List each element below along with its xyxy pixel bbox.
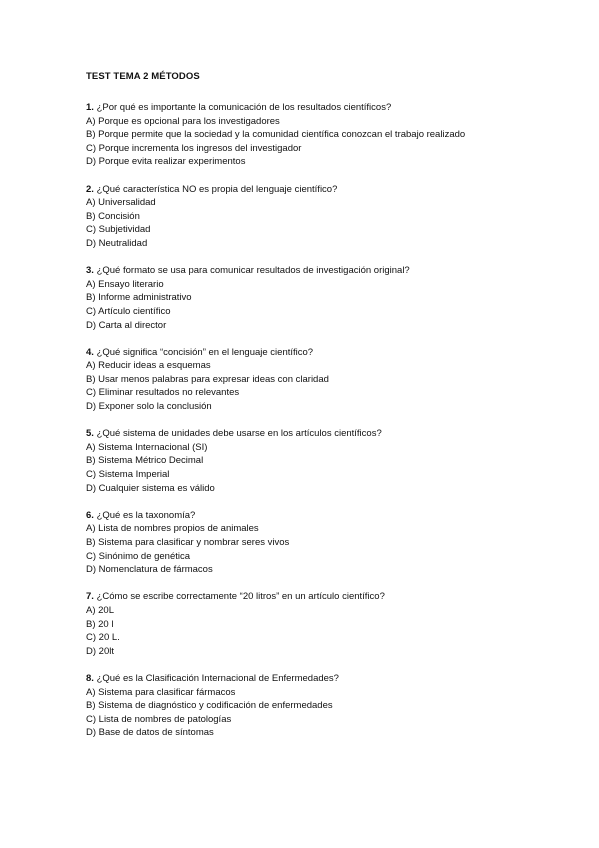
answer-option: A) Porque es opcional para los investigadores <box>86 115 280 127</box>
answer-option: C) Porque incrementa los ingresos del investigador <box>86 142 302 154</box>
question-line <box>86 346 586 360</box>
question-text: ¿Qué es la Clasificación Internacional de Enfermedades? <box>96 672 339 684</box>
question-block <box>86 427 586 495</box>
document-content <box>86 70 586 754</box>
question-text: ¿Qué significa “concisión” en el lenguaje científico? <box>96 346 314 358</box>
question-number: 1. <box>86 102 94 113</box>
question-block <box>86 101 586 169</box>
answer-option: D) Carta al director <box>86 319 167 331</box>
answer-option: B) Sistema para clasificar y nombrar seres vivos <box>86 537 290 548</box>
question-text: ¿Qué característica NO es propia del lenguaje científico? <box>96 183 338 195</box>
question-line <box>86 509 586 523</box>
question-number: 6. <box>86 509 94 521</box>
question-block <box>86 509 586 577</box>
question-list <box>86 101 586 740</box>
question-line <box>86 101 586 115</box>
answer-option: A) 20L <box>86 604 114 616</box>
question-block <box>86 264 586 332</box>
page-title: TEST TEMA 2 MÉTODOS <box>86 71 200 82</box>
question-line <box>86 264 586 278</box>
question-number: 4. <box>86 346 94 358</box>
question-number: 5. <box>86 428 94 440</box>
answer-option: B) Usar menos palabras para expresar ideas con claridad <box>86 373 329 385</box>
question-text: ¿Qué formato se usa para comunicar resultados de investigación original? <box>96 265 410 277</box>
question-block <box>86 672 586 740</box>
answer-option: B) Porque permite que la sociedad y la comunidad científica conozcan el trabajo realizado <box>86 129 466 141</box>
question-line <box>86 427 586 441</box>
answer-option: D) Base de datos de síntomas <box>86 727 214 739</box>
question-line <box>86 183 586 197</box>
answer-option: B) 20 l <box>86 618 114 630</box>
question-number: 7. <box>86 591 94 603</box>
answer-option: A) Sistema Internacional (SI) <box>86 441 208 453</box>
answer-option: D) Cualquier sistema es válido <box>86 482 215 494</box>
answer-option: A) Sistema para clasificar fármacos <box>86 686 236 698</box>
answer-option: C) Lista de nombres de patologías <box>86 713 232 725</box>
answer-option: D) Exponer solo la conclusión <box>86 401 212 413</box>
question-line <box>86 672 586 686</box>
question-text: ¿Cómo se escribe correctamente “20 litros” en un artículo científico? <box>96 591 385 603</box>
answer-option: C) Artículo científico <box>86 305 171 317</box>
question-number: 8. <box>86 672 94 684</box>
answer-option: B) Sistema de diagnóstico y codificación de enfermedades <box>86 700 333 712</box>
answer-option: C) Sinónimo de genética <box>86 550 191 562</box>
answer-option: D) Porque evita realizar experimentos <box>86 156 246 168</box>
question-text: ¿Qué es la taxonomía? <box>96 509 196 521</box>
answer-option: B) Concisión <box>86 210 140 222</box>
answer-option: C) Eliminar resultados no relevantes <box>86 387 240 399</box>
answer-option: C) Sistema Imperial <box>86 469 170 481</box>
question-text: ¿Qué sistema de unidades debe usarse en los artículos científicos? <box>96 428 382 440</box>
answer-option: D) 20lt <box>86 645 114 657</box>
answer-option: A) Reducir ideas a esquemas <box>86 360 211 372</box>
answer-option: A) Lista de nombres propios de animales <box>86 523 259 535</box>
answer-option: A) Universalidad <box>86 197 156 209</box>
question-line <box>86 590 586 604</box>
answer-option: C) 20 L. <box>86 632 120 644</box>
answer-option: D) Neutralidad <box>86 237 148 249</box>
answer-option: C) Subjetividad <box>86 224 151 236</box>
question-number: 2. <box>86 183 94 195</box>
answer-option: A) Ensayo literario <box>86 278 164 290</box>
answer-option: D) Nomenclatura de fármacos <box>86 564 213 576</box>
question-block <box>86 183 586 251</box>
question-number: 3. <box>86 265 94 277</box>
answer-option: B) Sistema Métrico Decimal <box>86 455 204 467</box>
answer-option: B) Informe administrativo <box>86 292 192 304</box>
question-text: ¿Por qué es importante la comunicación de los resultados científicos? <box>96 102 392 113</box>
question-block <box>86 346 586 414</box>
question-block <box>86 590 586 658</box>
